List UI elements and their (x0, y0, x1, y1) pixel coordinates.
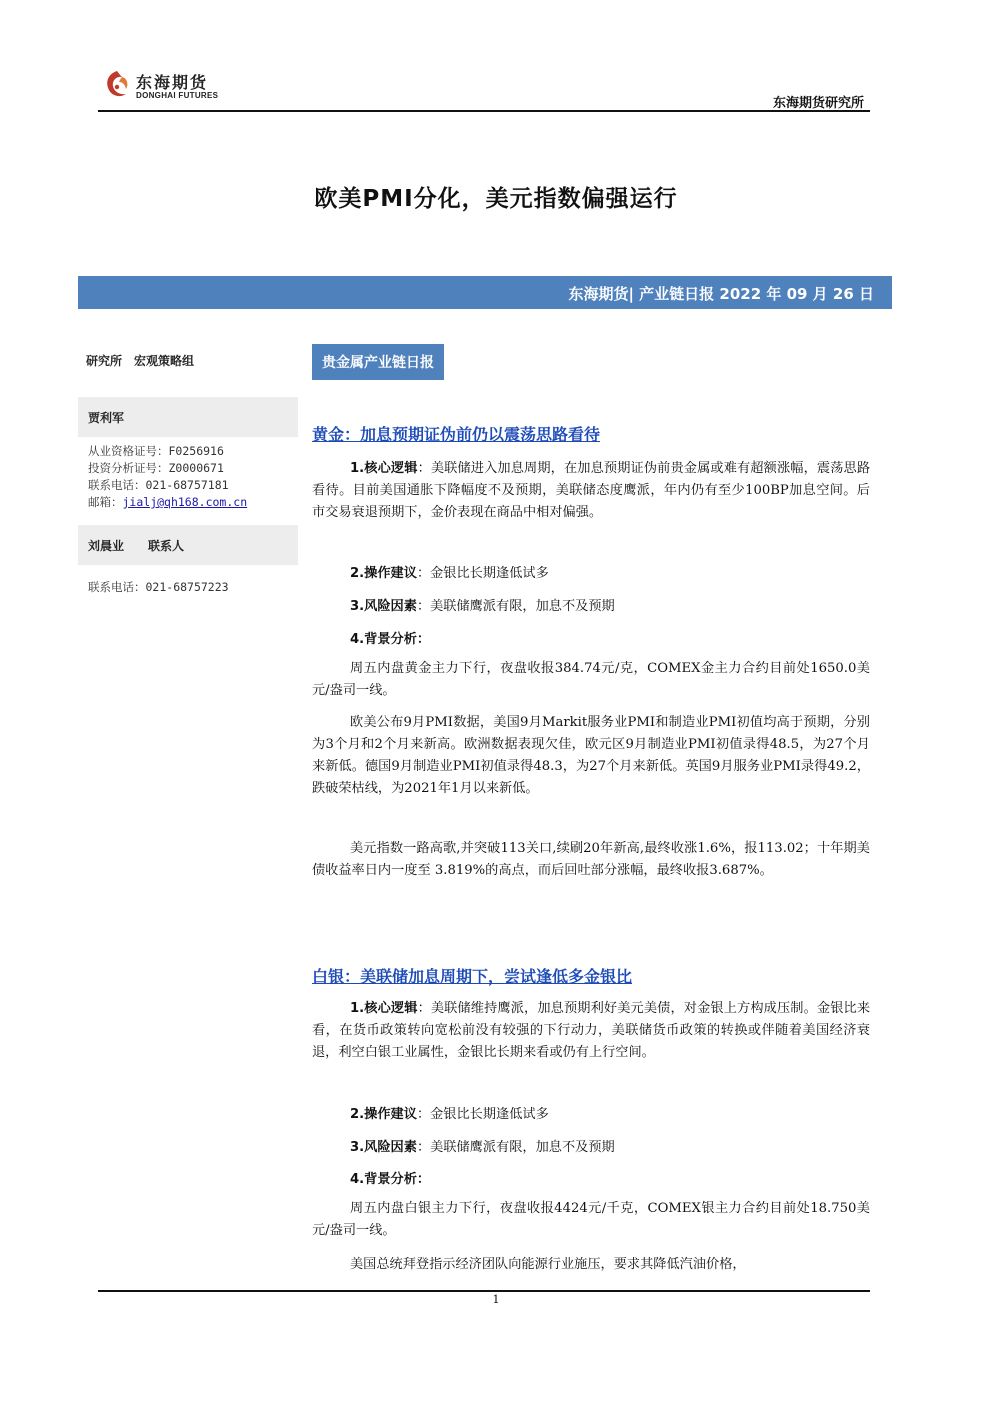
report-content (312, 344, 871, 1272)
analyst-sidebar (78, 352, 298, 596)
analyst1-phone: 联系电话：021-68757181 (88, 478, 229, 492)
silver-core-logic: 1.核心逻辑：美联储维持鹰派，加息预期利好美元美债，对金银上方构成压制。金银比来看，在货币政策转向宽松前没有较强的下行动力，美联储货币政策的转换或伴随着美国经济衰退，利空白银工业属性，金银比长期来看或仍有上行空间。 (312, 1001, 871, 1060)
company-logo (100, 66, 230, 106)
analyst1-email-link[interactable]: jialj@qh168.com.cn (122, 495, 248, 509)
silver-risk: 3.风险因素：美联储鹰派有限，加息不及预期 (350, 1140, 615, 1155)
silver-bg-paragraph-2: 美国总统拜登指示经济团队向能源行业施压，要求其降低汽油价格， (350, 1257, 746, 1272)
logo-english-text: DONGHAI FUTURES (136, 91, 219, 100)
gold-core-logic (312, 458, 870, 524)
section-tag: 贵金属产业链日报 (312, 344, 444, 380)
silver-advice: 2.操作建议：金银比长期逢低试多 (350, 1107, 549, 1122)
gold-bg-paragraph-2: 欧美公布9月PMI数据，美国9月Markit服务业PMI和制造业PMI初值均高于预期，分别为3个月和2个月来新高。欧洲数据表现欠佳，欧元区9月制造业PMI初值录得48.5，为27个月来新低。德国9月制造业PMI初值录得48.3，为27个月来新低。英国9月服务业PMI录得49.2，跌破荣枯线，为2021年1月以来新低。 (312, 715, 870, 796)
dragon-logo-icon (100, 68, 134, 102)
logo-chinese-text: 东海期货 (136, 73, 209, 92)
gold-bg-paragraph-3: 美元指数一路高歌,并突破113关口,续刷20年新高,最终收涨1.6%，报113.02；十年期美债收益率日内一度至 3.819%的高点，而后回吐部分涨幅，最终收报3.687%。 (312, 841, 870, 878)
gold-background-label: 4.背景分析： (350, 632, 431, 647)
gold-risk: 3.风险因素：美联储鹰派有限，加息不及预期 (350, 599, 615, 614)
banner-text: 东海期货| 产业链日报 2022 年 09 月 26 日 (568, 285, 874, 303)
header-divider (98, 110, 870, 112)
email-label: 邮箱： (88, 495, 123, 509)
analyst2-name: 刘晨业 联系人 (88, 539, 185, 553)
analyst2-header (78, 525, 298, 565)
institute-name: 东海期货研究所 (772, 96, 864, 111)
analyst1-qualification: 从业资格证号：F0256916 (88, 444, 224, 458)
research-group: 研究所 宏观策略组 (86, 354, 195, 368)
silver-background-label: 4.背景分析： (350, 1172, 431, 1187)
analyst2-phone: 联系电话：021-68757223 (88, 580, 229, 594)
gold-section-title[interactable]: 黄金：加息预期证伪前仍以震荡思路看待 (312, 425, 601, 444)
silver-bg-paragraph-1: 周五内盘白银主力下行，夜盘收报4424元/千克，COMEX银主力合约目前处18.750美元/盎司一线。 (312, 1201, 870, 1238)
silver-section-title[interactable]: 白银：美联储加息周期下，尝试逢低多金银比 (312, 967, 633, 986)
footer-divider (98, 1290, 870, 1292)
page-number: 1 (492, 1293, 500, 1306)
analyst1-email-row (78, 494, 298, 511)
report-title: 欧美PMI分化，美元指数偏强运行 (314, 186, 678, 212)
analyst1-header (78, 397, 298, 437)
gold-logic-text: ：美联储进入加息周期，在加息预期证伪前贵金属或难有超额涨幅，震荡思路看待。目前美国通胀下降幅度不及预期，美联储态度鹰派，年内仍有至少100BP加息空间。后市交易衰退预期下，金价表现在商品中相对偏强。 (312, 461, 871, 520)
analyst1-name: 贾利军 (88, 411, 125, 425)
gold-bg-paragraph-1: 周五内盘黄金主力下行，夜盘收报384.74元/克，COMEX金主力合约目前处1650.0美元/盎司一线。 (312, 661, 870, 698)
analyst1-investment-cert: 投资分析证号：Z0000671 (88, 461, 224, 475)
gold-logic-label: 1.核心逻辑 (350, 461, 418, 476)
gold-advice: 2.操作建议：金银比长期逢低试多 (350, 566, 549, 581)
report-banner (78, 276, 892, 309)
